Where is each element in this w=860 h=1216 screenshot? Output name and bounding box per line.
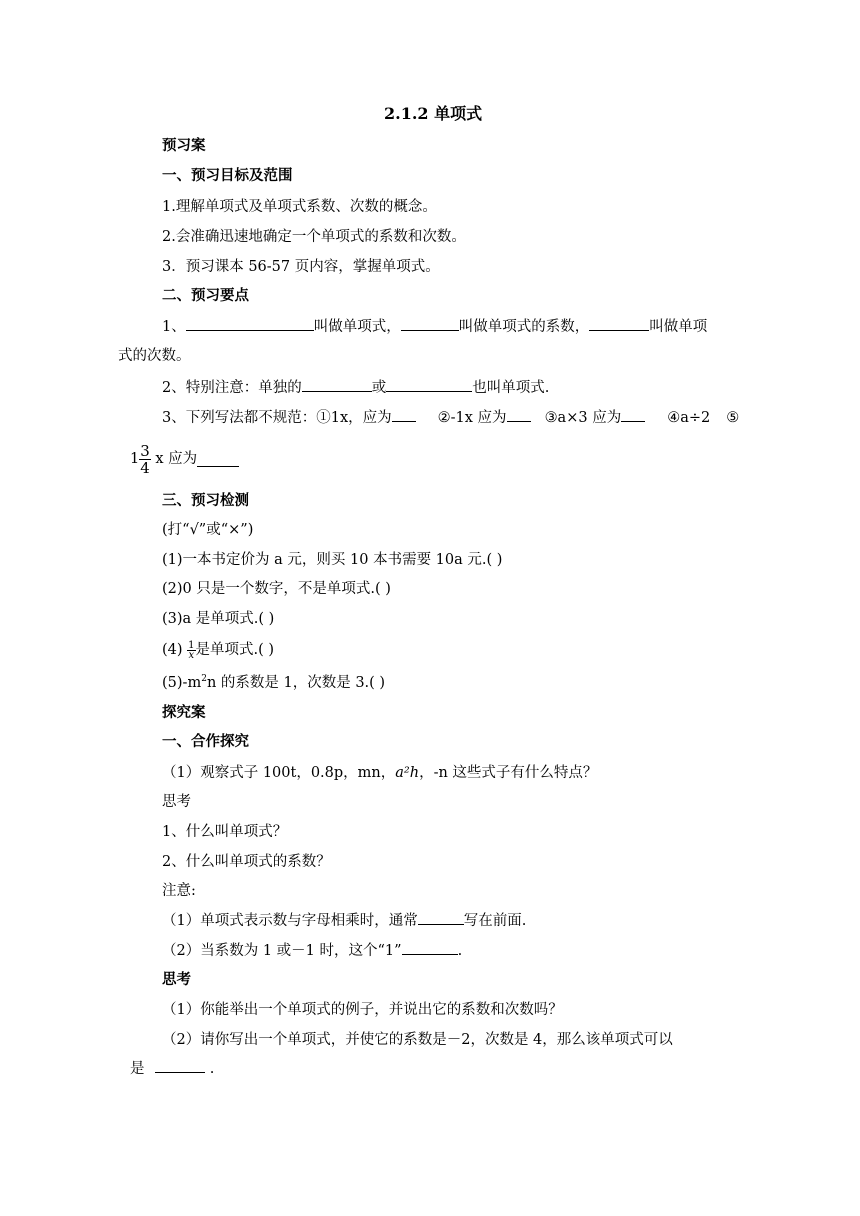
blank-degree — [589, 316, 649, 331]
key-point-3-text-a: 3、下列写法都不规范：①1x，应为 — [162, 410, 392, 426]
blank-note-2 — [402, 940, 458, 955]
key-point-1-text-a: 叫做单项式， — [313, 319, 401, 335]
goal-3: 3．预习课本 56-57 页内容，掌握单项式。 — [162, 259, 440, 275]
blank-coefficient — [401, 316, 459, 331]
heading-check: 三、预习检测 — [162, 492, 249, 509]
check-item-5 — [162, 673, 385, 693]
explore-item-1-text-a: （1）观察式子 100t，0.8p，mn， — [162, 765, 396, 781]
section-preview-heading: 预习案 — [162, 137, 206, 154]
blank-1x — [392, 407, 416, 422]
goal-2: 2.会准确迅速地确定一个单项式的系数和次数。 — [162, 229, 466, 245]
key-point-2-text-c: 也叫单项式. — [472, 380, 550, 396]
fraction-numerator: 3 — [140, 441, 150, 460]
think-label-1: 思考 — [162, 794, 191, 810]
heading-goals: 一、预习目标及范围 — [162, 167, 293, 184]
key-point-1 — [162, 316, 707, 337]
key-point-2-text-a: 2、特别注意：单独的 — [162, 380, 302, 396]
blank-definition — [186, 316, 314, 331]
blank-note-1 — [418, 910, 464, 925]
blank-mixed — [197, 452, 239, 467]
exponent: 2 — [201, 674, 207, 685]
key-point-1-cont: 式的次数。 — [118, 348, 191, 364]
check-item-4-label: (4) — [162, 642, 188, 658]
key-point-3-cont — [130, 442, 239, 476]
blank-neg1x — [507, 407, 531, 422]
think-item-2-text-a: 是 — [130, 1061, 150, 1077]
think-label-2: 思考 — [162, 971, 191, 988]
blank-think-answer — [155, 1058, 205, 1073]
check-item-4-text: 是单项式.( ) — [195, 642, 275, 658]
blank-ax3 — [621, 407, 645, 422]
check-item-5-text-b: n 的系数是 1，次数是 3.( ) — [206, 675, 386, 691]
mixed-number-whole: 1 — [130, 451, 140, 467]
key-point-3-text-b: ②-1x 应为 — [437, 410, 507, 426]
mixed-number-fraction — [139, 443, 151, 476]
note-1-text-a: （1）单项式表示数与字母相乘时，通常 — [162, 913, 418, 929]
note-1 — [162, 910, 526, 931]
think-item-2: （2）请你写出一个单项式，并使它的系数是－2，次数是 4，那么该单项式可以 — [162, 1032, 673, 1048]
fraction-1-over-x — [187, 641, 195, 660]
fraction-denominator: 4 — [140, 458, 150, 477]
key-point-1-text-b: 叫做单项式的系数， — [458, 319, 590, 335]
check-item-2: (2)0 只是一个数字，不是单项式.( ) — [162, 581, 391, 597]
page-title: 2.1.2 单项式 — [384, 104, 483, 123]
question-1: 1、什么叫单项式？ — [162, 824, 288, 840]
question-2: 2、什么叫单项式的系数？ — [162, 854, 331, 870]
key-point-1-number: 1、 — [162, 319, 186, 335]
think-item-1: （1）你能举出一个单项式的例子，并说出它的系数和次数吗？ — [162, 1002, 563, 1018]
note-2-text-b: . — [457, 943, 463, 959]
check-item-4 — [162, 640, 274, 660]
note-label: 注意: — [162, 883, 196, 899]
explore-item-1-text-b: ，-n 这些式子有什么特点？ — [419, 765, 598, 781]
blank-single-b — [386, 377, 472, 392]
heading-cooperate: 一、合作探究 — [162, 733, 249, 750]
key-point-3-text-e: ⑤ — [726, 410, 740, 426]
note-2 — [162, 940, 462, 961]
check-hint: (打“√”或“×”) — [162, 522, 254, 538]
heading-key-points: 二、预习要点 — [162, 287, 249, 304]
math-expression: a²h — [395, 765, 420, 781]
key-point-3-text-d: ④a÷2 — [667, 410, 711, 426]
check-item-1: (1)一本书定价为 a 元，则买 10 本书需要 10a 元.( ) — [162, 552, 503, 568]
check-item-3: (3)a 是单项式.( ) — [162, 611, 275, 627]
note-1-text-b: 写在前面. — [463, 913, 527, 929]
note-2-text-a: （2）当系数为 1 或－1 时，这个“1” — [162, 943, 402, 959]
key-point-1-text-c: 叫做单项 — [649, 319, 708, 335]
fraction-denominator: x — [188, 649, 195, 661]
think-item-2-cont — [130, 1058, 214, 1079]
key-point-3-text-f: x 应为 — [155, 451, 198, 467]
blank-single-a — [302, 377, 372, 392]
key-point-2-text-b: 或 — [371, 380, 387, 396]
think-item-2-text-b: . — [205, 1061, 215, 1077]
key-point-3-text-c: ③a×3 应为 — [544, 410, 622, 426]
goal-1: 1.理解单项式及单项式系数、次数的概念。 — [162, 199, 437, 215]
fraction-numerator: 1 — [188, 639, 195, 651]
check-item-5-text-a: (5)-m — [162, 675, 202, 691]
explore-item-1 — [162, 763, 597, 783]
key-point-3 — [162, 407, 739, 428]
section-explore-heading: 探究案 — [162, 704, 206, 721]
key-point-2 — [162, 377, 549, 398]
